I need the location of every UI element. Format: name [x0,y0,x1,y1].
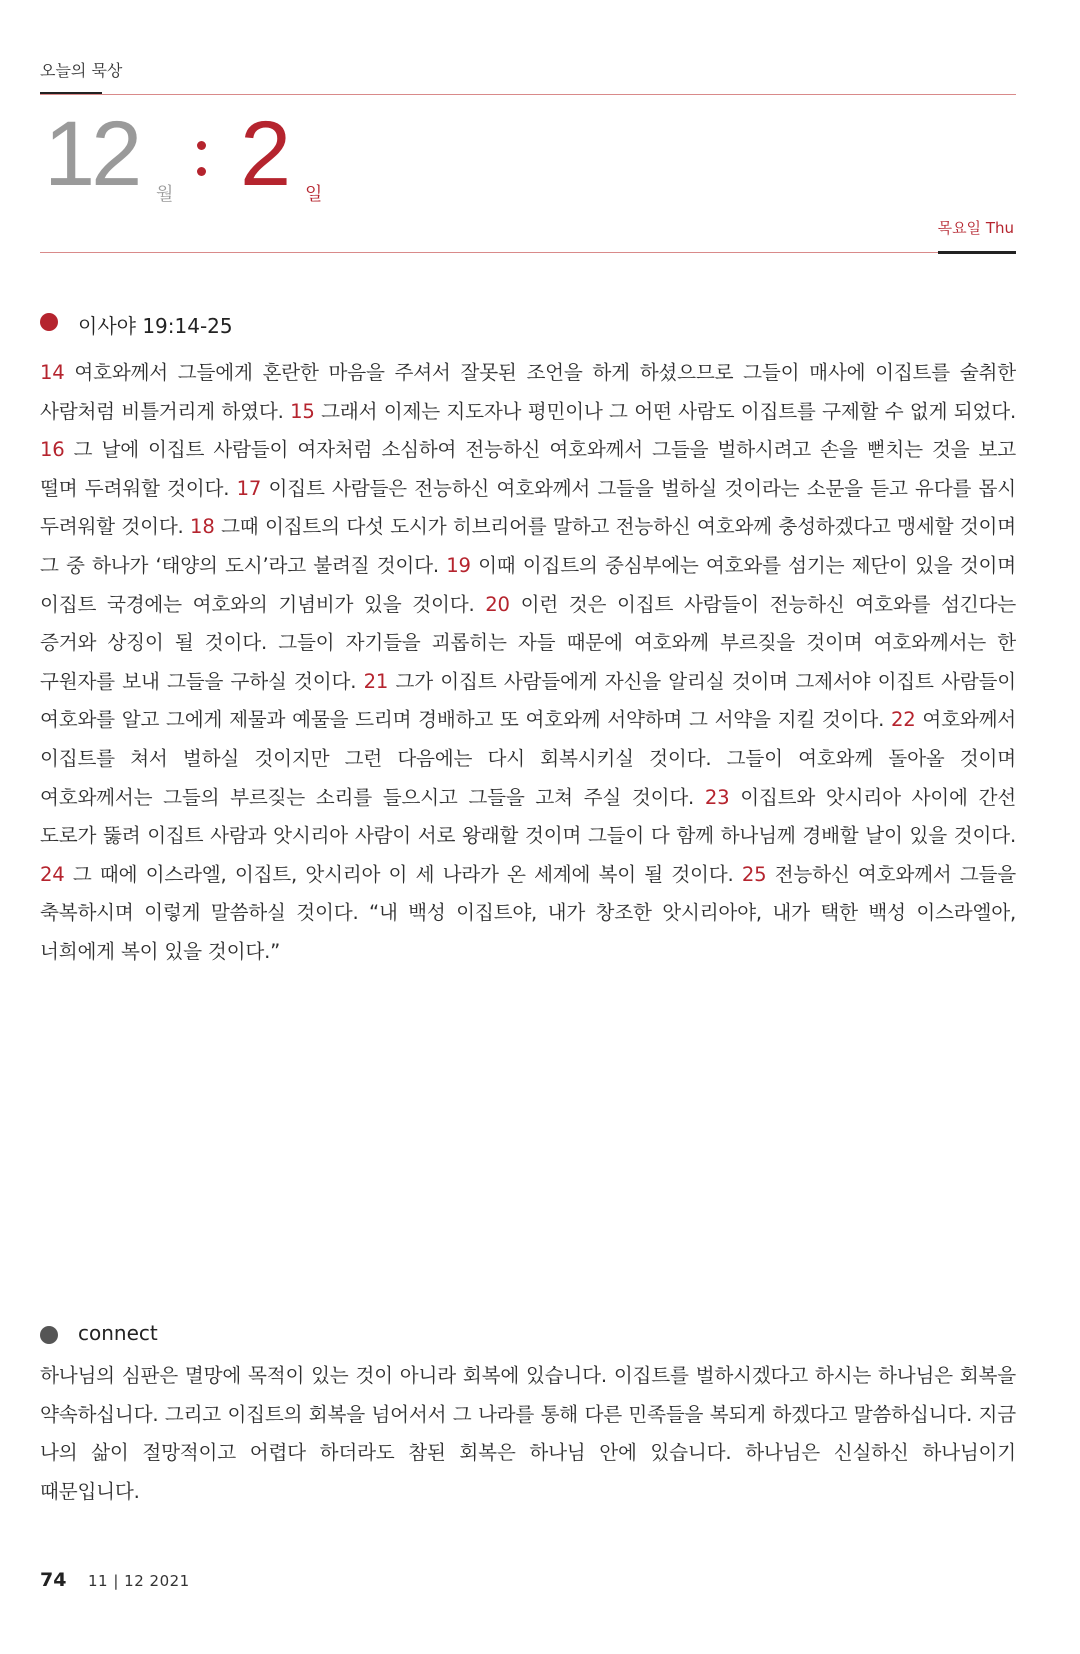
scripture-reference: 이사야 19:14-25 [78,314,233,338]
month-unit: 월 [156,184,174,205]
verse-text: 그가 이집트 사람들에게 자신을 알리실 것이며 그제서야 이집트 사람들이 여호와를 알고 그에게 제물과 예물을 드리며 경배하고 또 여호와께 서약하며 그 서약을 지킬 것이다. [40,669,1017,732]
verse-number: 16 [40,438,65,462]
verse-text: 이런 것은 이집트 사람들이 전능하신 여호와를 섬긴다는 증거와 상징이 될 것이다. 그들이 자기들을 괴롭히는 자들 때문에 여호와께 부르짖을 것이며 여호와께서는 한 구원자를 보내 그들을 구하실 것이다. [40,592,1016,693]
month-number: 12 [44,103,139,205]
verse-text: 그래서 이제는 지도자나 평민이나 그 어떤 사람도 이집트를 구제할 수 없게 되었다. [321,399,1017,423]
connect-bullet-icon [40,1326,58,1344]
page-number: 74 [40,1569,67,1591]
verse-text: 이집트 사람들은 전능하신 여호와께서 그들을 벌하실 것이라는 소문을 듣고 유다를 몹시 두려워할 것이다. [40,476,1017,539]
verse-number: 14 [40,361,65,384]
section-label: 오늘의 묵상 [40,61,123,80]
date-rule-accent [938,251,1016,254]
verse-number: 15 [290,399,315,423]
day-unit: 일 [305,184,323,205]
verse-number: 25 [741,862,767,886]
weekday: 목요일 Thu [937,219,1014,237]
verse-text: 그 날에 이집트 사람들이 여자처럼 소심하여 전능하신 여호와께서 그들을 벌하시려고 손을 뻗치는 것을 보고 떨며 두려워할 것이다. [40,438,1016,500]
verse-text: 이집트와 앗시리아 사이에 간선 도로가 뚫려 이집트 사람과 앗시리아 사람이 서로 왕래할 것이며 그들이 다 함께 하나님께 경배할 날이 있을 것이다. [40,785,1016,848]
verse-number: 23 [704,785,730,809]
verse-text: 여호와께서 그들에게 혼란한 마음을 주셔서 잘못된 조언을 하게 하셨으므로 그들이 매사에 이집트를 술취한 사람처럼 비틀거리게 하였다. [40,361,1016,423]
date-colon-dot-top [197,141,206,150]
verse-number: 17 [236,476,262,500]
verse-number: 24 [40,862,65,886]
verse-text: 전능하신 여호와께서 그들을 축복하시며 이렇게 말씀하실 것이다. “내 백성 이집트야, 내가 창조한 앗시리아야, 내가 택한 백성 이스라엘아, 너희에게 복이 있을 것이다.” [40,862,1017,963]
header-rule [40,94,1016,95]
connect-text: 하나님의 심판은 멸망에 목적이 있는 것이 아니라 회복에 있습니다. 이집트를 벌하시겠다고 하시는 하나님은 회복을 약속하십니다. 그리고 이집트의 회복을 넘어서서 그 나라를 통해 다른 민족들을 복되게 하겠다고 말씀하십니다. 지금 나의 삶이 절망적이고 어렵다 하더라도 참된 회복은 하나님 안에 있습니다. 하나님은 신실하신 하나님이기 때문입니다. [40,1364,1016,1503]
verse-number: 20 [485,592,510,616]
scripture-text [40,354,1016,972]
verse-number: 19 [446,553,471,577]
day-number: 2 [240,103,292,205]
verse-number: 18 [190,515,215,539]
verse-number: 22 [890,708,916,732]
verse-text: 이때 이집트의 중심부에는 여호와를 섬기는 제단이 있을 것이며 이집트 국경에는 여호와의 기념비가 있을 것이다. [40,553,1016,616]
issue-date: 11 | 12 2021 [88,1572,190,1590]
verse-text: 그 때에 이스라엘, 이집트, 앗시리아 이 세 나라가 온 세계에 복이 될 것이다. [72,862,734,886]
scripture-bullet-icon [40,313,58,331]
date-colon-dot-bottom [197,167,206,176]
date-rule [40,252,1016,253]
connect-heading: connect [78,1321,158,1345]
verse-text: 그때 이집트의 다섯 도시가 히브리어를 말하고 전능하신 여호와께 충성하겠다고 맹세할 것이며 그 중 하나가 ‘태양의 도시’라고 불려질 것이다. [40,515,1016,577]
verse-number: 21 [363,669,389,693]
verse-text: 여호와께서 이집트를 쳐서 벌하실 것이지만 그런 다음에는 다시 회복시키실 것이다. 그들이 여호와께 돌아올 것이며 여호와께서는 그들의 부르짖는 소리를 들으시고 그들을 고쳐 주실 것이다. [40,708,1017,809]
